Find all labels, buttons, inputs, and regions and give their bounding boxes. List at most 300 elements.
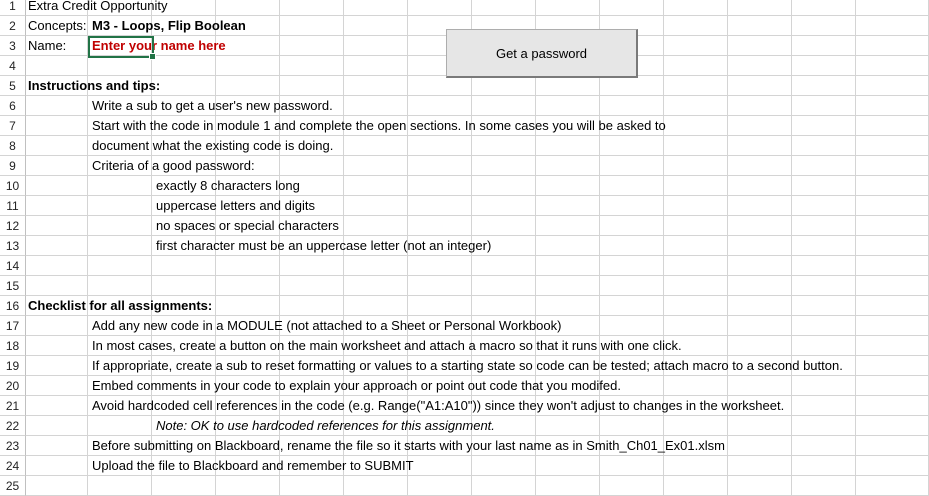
cell[interactable]: [664, 276, 728, 296]
cell[interactable]: [728, 56, 792, 76]
cell[interactable]: [664, 76, 728, 96]
cell[interactable]: [792, 196, 856, 216]
cell[interactable]: [792, 56, 856, 76]
cell[interactable]: [792, 316, 856, 336]
cell[interactable]: [664, 116, 728, 136]
row-header[interactable]: 13: [0, 236, 26, 256]
cell[interactable]: [408, 136, 472, 156]
row-header[interactable]: 8: [0, 136, 26, 156]
cell[interactable]: [664, 376, 728, 396]
cell[interactable]: [344, 156, 408, 176]
row-cells: [26, 96, 929, 116]
criteria-text: exactly 8 characters long: [156, 178, 300, 193]
cell[interactable]: [216, 0, 280, 16]
cell[interactable]: [280, 16, 344, 36]
row-cells: [26, 316, 929, 336]
cell[interactable]: [26, 356, 88, 376]
cell[interactable]: [664, 176, 728, 196]
criteria-text: first character must be an uppercase letter (not an integer): [156, 238, 492, 253]
row-cells: [26, 196, 929, 216]
cell[interactable]: [216, 56, 280, 76]
cell[interactable]: [280, 296, 344, 316]
checklist-text: In most cases, create a button on the main worksheet and attach a macro so that it runs with one click.: [92, 338, 682, 353]
cell[interactable]: [536, 156, 600, 176]
cell[interactable]: [536, 76, 600, 96]
cell[interactable]: [472, 0, 536, 16]
cell[interactable]: [88, 56, 152, 76]
row-14: [0, 256, 929, 276]
cell[interactable]: [856, 336, 929, 356]
cell[interactable]: [280, 0, 344, 16]
cell[interactable]: [344, 276, 408, 296]
cell[interactable]: [728, 196, 792, 216]
cell[interactable]: [856, 476, 929, 496]
row-7: [0, 116, 929, 136]
cell[interactable]: [664, 256, 728, 276]
cell[interactable]: [536, 196, 600, 216]
row-cells: [26, 436, 929, 456]
cell[interactable]: [664, 236, 728, 256]
cell[interactable]: [152, 56, 216, 76]
checklist-text: Avoid hardcoded cell references in the code (e.g. Range("A1:A10")) since they won't adjust to changes in the worksheet.: [92, 398, 785, 413]
cell[interactable]: [728, 96, 792, 116]
row-header[interactable]: 2: [0, 16, 26, 36]
cell[interactable]: [856, 116, 929, 136]
cell[interactable]: [664, 296, 728, 316]
cell[interactable]: [600, 76, 664, 96]
cell[interactable]: [792, 36, 856, 56]
cell[interactable]: [26, 216, 88, 236]
cell[interactable]: [472, 176, 536, 196]
row-19: [0, 356, 929, 376]
row-5: [0, 76, 929, 96]
cell[interactable]: [600, 416, 664, 436]
cell[interactable]: [536, 276, 600, 296]
cell[interactable]: [728, 436, 792, 456]
row-8: [0, 136, 929, 156]
cell[interactable]: [280, 156, 344, 176]
cell[interactable]: [600, 176, 664, 196]
cell[interactable]: [344, 216, 408, 236]
cell-text-title: Extra Credit Opportunity: [28, 0, 168, 13]
cell[interactable]: [408, 256, 472, 276]
cell[interactable]: [88, 476, 152, 496]
row-13: [0, 236, 929, 256]
cell[interactable]: [344, 256, 408, 276]
row-cells: [26, 456, 929, 476]
row-cells: [26, 136, 929, 156]
row-header[interactable]: 18: [0, 336, 26, 356]
section-heading-checklist: Checklist for all assignments:: [28, 298, 213, 313]
cell[interactable]: [280, 56, 344, 76]
cell[interactable]: [216, 476, 280, 496]
row-header[interactable]: 7: [0, 116, 26, 136]
cell[interactable]: [728, 376, 792, 396]
cell[interactable]: [600, 316, 664, 336]
cell[interactable]: [472, 196, 536, 216]
cell[interactable]: [728, 296, 792, 316]
row-cells: [26, 476, 929, 496]
row-22: [0, 416, 929, 436]
cell[interactable]: [88, 216, 152, 236]
cell[interactable]: [344, 36, 408, 56]
cell[interactable]: [26, 316, 88, 336]
row-cells: [26, 356, 929, 376]
cell[interactable]: [856, 396, 929, 416]
cell[interactable]: [88, 256, 152, 276]
cell[interactable]: [88, 236, 152, 256]
cell[interactable]: [792, 276, 856, 296]
cell[interactable]: [152, 276, 216, 296]
cell[interactable]: [26, 236, 88, 256]
cell[interactable]: [600, 216, 664, 236]
cell[interactable]: [344, 136, 408, 156]
cell[interactable]: [600, 136, 664, 156]
cell[interactable]: [856, 436, 929, 456]
row-15: [0, 276, 929, 296]
cell[interactable]: [856, 416, 929, 436]
cell[interactable]: [344, 16, 408, 36]
checklist-text: Add any new code in a MODULE (not attached to a Sheet or Personal Workbook): [92, 318, 562, 333]
cell[interactable]: [792, 236, 856, 256]
cell[interactable]: [664, 476, 728, 496]
cell[interactable]: [344, 476, 408, 496]
cell[interactable]: [536, 256, 600, 276]
row-17: [0, 316, 929, 336]
cell[interactable]: [600, 96, 664, 116]
row-cells: [26, 176, 929, 196]
row-cells: [26, 396, 929, 416]
cell[interactable]: [26, 56, 88, 76]
cell[interactable]: [26, 196, 88, 216]
row-23: [0, 436, 929, 456]
cell[interactable]: [728, 36, 792, 56]
cell[interactable]: [728, 136, 792, 156]
cell[interactable]: [600, 0, 664, 16]
cell[interactable]: [728, 156, 792, 176]
cell[interactable]: [88, 196, 152, 216]
name-input-cell[interactable]: Enter your name here: [92, 38, 226, 53]
cell[interactable]: [664, 316, 728, 336]
cell[interactable]: [664, 456, 728, 476]
cell-text-concepts-value: M3 - Loops, Flip Boolean: [92, 18, 246, 33]
cell[interactable]: [792, 0, 856, 16]
cell[interactable]: [152, 76, 216, 96]
cell[interactable]: [728, 416, 792, 436]
cell[interactable]: [472, 216, 536, 236]
cell[interactable]: [216, 256, 280, 276]
row-header[interactable]: 17: [0, 316, 26, 336]
cell[interactable]: [26, 376, 88, 396]
cell[interactable]: [26, 476, 88, 496]
cell[interactable]: [856, 0, 929, 16]
cell[interactable]: [856, 236, 929, 256]
cell[interactable]: [536, 136, 600, 156]
cell[interactable]: [26, 136, 88, 156]
cell[interactable]: [664, 156, 728, 176]
get-password-button[interactable]: Get a password: [446, 29, 638, 78]
row-cells: [26, 236, 929, 256]
cell[interactable]: [664, 0, 728, 16]
cell[interactable]: [728, 316, 792, 336]
cell[interactable]: [536, 96, 600, 116]
row-header[interactable]: 19: [0, 356, 26, 376]
cell[interactable]: [88, 416, 152, 436]
cell[interactable]: [600, 456, 664, 476]
criteria-text: no spaces or special characters: [156, 218, 339, 233]
row-header[interactable]: 22: [0, 416, 26, 436]
row-cells: [26, 156, 929, 176]
row-cells: [26, 336, 929, 356]
cell[interactable]: [664, 216, 728, 236]
cell[interactable]: [408, 476, 472, 496]
cell[interactable]: [26, 176, 88, 196]
row-cells: [26, 76, 929, 96]
cell[interactable]: [792, 136, 856, 156]
cell[interactable]: [792, 156, 856, 176]
row-cells: [26, 276, 929, 296]
row-header[interactable]: 10: [0, 176, 26, 196]
cell[interactable]: [408, 0, 472, 16]
cell[interactable]: [792, 256, 856, 276]
cell[interactable]: [664, 416, 728, 436]
row-header[interactable]: 23: [0, 436, 26, 456]
row-12: [0, 216, 929, 236]
cell[interactable]: [472, 256, 536, 276]
cell[interactable]: [408, 156, 472, 176]
cell[interactable]: [408, 196, 472, 216]
instruction-text: Write a sub to get a user's new password.: [92, 98, 333, 113]
cell[interactable]: [26, 96, 88, 116]
row-18: [0, 336, 929, 356]
cell[interactable]: [536, 456, 600, 476]
row-11: [0, 196, 929, 216]
cell[interactable]: [856, 216, 929, 236]
cell[interactable]: [792, 96, 856, 116]
cell[interactable]: [536, 236, 600, 256]
row-header[interactable]: 24: [0, 456, 26, 476]
row-header[interactable]: 11: [0, 196, 26, 216]
cell[interactable]: [664, 36, 728, 56]
checklist-text: Embed comments in your code to explain your approach or point out code that you modifed.: [92, 378, 621, 393]
cell[interactable]: [408, 96, 472, 116]
cell[interactable]: [856, 136, 929, 156]
row-25: [0, 476, 929, 496]
cell[interactable]: [408, 176, 472, 196]
row-cells: [26, 416, 929, 436]
cell[interactable]: [536, 176, 600, 196]
row-header[interactable]: 20: [0, 376, 26, 396]
row-9: [0, 156, 929, 176]
cell[interactable]: [472, 296, 536, 316]
cell[interactable]: [664, 196, 728, 216]
cell[interactable]: [792, 296, 856, 316]
row-24: [0, 456, 929, 476]
cell[interactable]: [26, 336, 88, 356]
cell[interactable]: [344, 0, 408, 16]
row-header[interactable]: 1: [0, 0, 26, 16]
cell[interactable]: [856, 36, 929, 56]
cell[interactable]: [856, 376, 929, 396]
cell[interactable]: [728, 116, 792, 136]
cell[interactable]: [344, 176, 408, 196]
cell[interactable]: [408, 296, 472, 316]
row-1: [0, 0, 929, 16]
cell[interactable]: [280, 276, 344, 296]
cell[interactable]: [856, 16, 929, 36]
cell-text-name-label: Name:: [28, 38, 67, 53]
cell[interactable]: [344, 56, 408, 76]
cell[interactable]: [600, 276, 664, 296]
cell[interactable]: [472, 476, 536, 496]
cell[interactable]: [536, 416, 600, 436]
cell[interactable]: [856, 176, 929, 196]
cell[interactable]: [26, 396, 88, 416]
row-header[interactable]: 14: [0, 256, 26, 276]
cell[interactable]: [88, 176, 152, 196]
cell[interactable]: [216, 296, 280, 316]
cell[interactable]: [280, 256, 344, 276]
cell[interactable]: [88, 276, 152, 296]
cell[interactable]: [472, 136, 536, 156]
row-header[interactable]: 21: [0, 396, 26, 416]
row-header[interactable]: 3: [0, 36, 26, 56]
cell[interactable]: [792, 76, 856, 96]
cell[interactable]: [600, 236, 664, 256]
instruction-text: Start with the code in module 1 and complete the open sections. In some cases you will be asked to: [92, 118, 666, 133]
cell[interactable]: [728, 256, 792, 276]
row-cells: [26, 116, 929, 136]
checklist-text: Before submitting on Blackboard, rename the file so it starts with your last name as in Smith_Ch01_Ex01.xlsm: [92, 438, 725, 453]
cell[interactable]: [152, 476, 216, 496]
cell[interactable]: [408, 76, 472, 96]
cell[interactable]: [856, 156, 929, 176]
cell[interactable]: [408, 276, 472, 296]
cell[interactable]: [792, 336, 856, 356]
row-header[interactable]: 9: [0, 156, 26, 176]
cell[interactable]: [728, 476, 792, 496]
cell[interactable]: [26, 436, 88, 456]
cell[interactable]: [344, 196, 408, 216]
cell[interactable]: [472, 156, 536, 176]
cell[interactable]: [472, 456, 536, 476]
cell[interactable]: [664, 16, 728, 36]
row-16: [0, 296, 929, 316]
cell[interactable]: [26, 456, 88, 476]
cell[interactable]: [728, 456, 792, 476]
cell[interactable]: [344, 76, 408, 96]
row-header[interactable]: 4: [0, 56, 26, 76]
cell[interactable]: [728, 0, 792, 16]
cell[interactable]: [664, 96, 728, 116]
checklist-text: Upload the file to Blackboard and remember to SUBMIT: [92, 458, 414, 473]
cell[interactable]: [856, 256, 929, 276]
cell[interactable]: [26, 276, 88, 296]
cell[interactable]: [728, 216, 792, 236]
cell[interactable]: [26, 256, 88, 276]
cell[interactable]: [856, 76, 929, 96]
cell[interactable]: [856, 96, 929, 116]
cell[interactable]: [344, 96, 408, 116]
cell[interactable]: [792, 416, 856, 436]
cell[interactable]: [792, 16, 856, 36]
cell[interactable]: [408, 216, 472, 236]
cell[interactable]: [26, 156, 88, 176]
cell[interactable]: [344, 296, 408, 316]
cell[interactable]: [728, 176, 792, 196]
cell[interactable]: [472, 76, 536, 96]
cell[interactable]: [600, 296, 664, 316]
cell[interactable]: [856, 56, 929, 76]
cell[interactable]: [26, 116, 88, 136]
row-header[interactable]: 12: [0, 216, 26, 236]
row-header[interactable]: 5: [0, 76, 26, 96]
row-10: [0, 176, 929, 196]
instruction-text: document what the existing code is doing.: [92, 138, 334, 153]
cell[interactable]: [792, 476, 856, 496]
cell[interactable]: [600, 156, 664, 176]
cell[interactable]: [792, 456, 856, 476]
cell[interactable]: [600, 476, 664, 496]
cell[interactable]: [152, 256, 216, 276]
row-cells: [26, 256, 929, 276]
cell[interactable]: [792, 376, 856, 396]
cell[interactable]: [792, 176, 856, 196]
cell[interactable]: [728, 236, 792, 256]
cell[interactable]: [856, 196, 929, 216]
cell[interactable]: [792, 216, 856, 236]
cell[interactable]: [856, 276, 929, 296]
cell[interactable]: [536, 216, 600, 236]
cell[interactable]: [728, 336, 792, 356]
cell[interactable]: [792, 116, 856, 136]
row-header[interactable]: 25: [0, 476, 26, 496]
cell[interactable]: [600, 196, 664, 216]
cell[interactable]: [280, 76, 344, 96]
row-header[interactable]: 16: [0, 296, 26, 316]
cell[interactable]: [280, 36, 344, 56]
row-header[interactable]: 6: [0, 96, 26, 116]
section-heading-instructions: Instructions and tips:: [28, 78, 161, 93]
row-cells: [26, 296, 929, 316]
cell[interactable]: [856, 356, 929, 376]
cell[interactable]: [728, 76, 792, 96]
row-header[interactable]: 15: [0, 276, 26, 296]
cell[interactable]: [472, 276, 536, 296]
cell[interactable]: [792, 436, 856, 456]
cell[interactable]: [856, 456, 929, 476]
cell[interactable]: [536, 296, 600, 316]
cell[interactable]: [536, 0, 600, 16]
cell[interactable]: [856, 296, 929, 316]
cell[interactable]: [216, 76, 280, 96]
note-text: Note: OK to use hardcoded references for this assignment.: [156, 418, 495, 433]
cell[interactable]: [728, 16, 792, 36]
cell[interactable]: [280, 476, 344, 496]
cell[interactable]: [472, 96, 536, 116]
cell[interactable]: [856, 316, 929, 336]
cell[interactable]: [600, 256, 664, 276]
cell[interactable]: [216, 276, 280, 296]
cell[interactable]: [792, 396, 856, 416]
cell[interactable]: [664, 136, 728, 156]
cell[interactable]: [728, 276, 792, 296]
row-cells: [26, 216, 929, 236]
cell[interactable]: [664, 56, 728, 76]
cell[interactable]: [536, 476, 600, 496]
cell[interactable]: [26, 416, 88, 436]
cell[interactable]: [408, 456, 472, 476]
